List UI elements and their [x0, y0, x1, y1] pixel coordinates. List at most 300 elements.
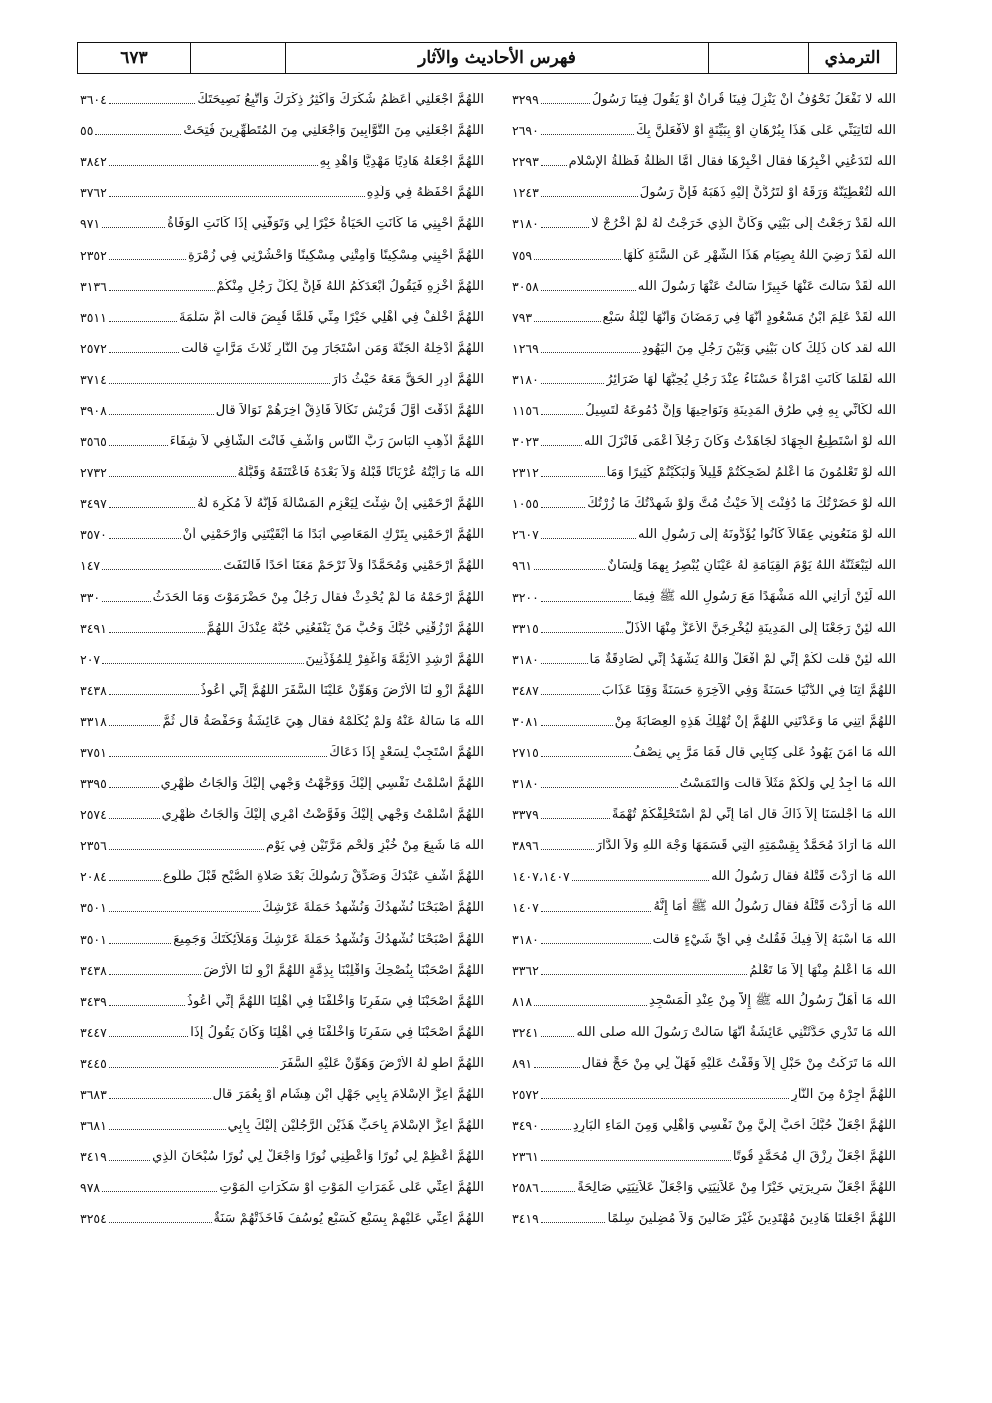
index-entry — [80, 892, 484, 923]
entry-text: اللَّهُمَّ أَعِنِّي عَلَى غَمَرَاتِ الْمَوْتِ أَوْ سَكَرَاتِ الْمَوْتِ — [219, 1180, 484, 1196]
entry-text: اللَّهُمَّ اجْعَلْنِي أُعَظِّمُ شُكْرَكَ وَأُكْثِرُ ذِكْرَكَ وَأَتَّبِعُ نَصِيحَتَكَ — [197, 92, 484, 108]
entry-text: اللَّهُمَّ أَعِنِّي عَلَيْهِمْ بِسَبْعٍ كَسَبْعِ يُوسُفَ فَأَخَذَتْهُمْ سَنَةٌ — [213, 1211, 484, 1227]
hadith-number: ٣٣٧٩ — [512, 807, 539, 823]
leader-dots — [572, 880, 709, 881]
hadith-number: ٣٨٩٦ — [512, 838, 539, 854]
index-entry — [512, 799, 896, 830]
entry-text: اللَّهُمَّ أَدِرِ الْحَقَّ مَعَهُ حَيْثُ دَارَ — [331, 371, 484, 387]
leader-dots — [109, 383, 330, 384]
hadith-number: ٢٧٣٢ — [80, 465, 107, 481]
hadith-number: ٢٥٧٢ — [80, 340, 107, 356]
index-entry — [512, 519, 896, 550]
index-entry — [80, 1017, 484, 1048]
hadith-number: ٣٣٩٥ — [80, 776, 107, 792]
leader-dots — [109, 694, 199, 695]
leader-dots — [534, 569, 605, 570]
page-header — [77, 42, 897, 74]
hadith-number: ٣٤٣٨ — [80, 682, 107, 698]
index-entry — [80, 706, 484, 737]
leader-dots — [541, 134, 634, 135]
index-entry — [80, 613, 484, 644]
hadith-number: ٢٣٦١ — [512, 1149, 539, 1165]
leader-dots — [109, 507, 195, 508]
leader-dots — [541, 1036, 575, 1037]
index-entry — [512, 177, 896, 208]
index-entry — [512, 675, 896, 706]
entry-text: اللَّهُمَّ اجْعَلْنَا هَادِينَ مُهْتَدِينَ غَيْرَ ضَالِّينَ وَلاَ مُضِلِّينَ سِلْمًا — [607, 1211, 896, 1227]
entry-text: اللَّهُمَّ أَرْشِدِ الأَئِمَّةَ وَاغْفِرْ لِلْمُؤَذِّنِينَ — [305, 651, 484, 667]
leader-dots — [541, 1160, 731, 1161]
entry-text: اللَّهُمَّ أَعِزَّ الإِسْلامَ بِأَبِي جَهْلِ ابْنِ هِشَامٍ أَوْ بِعُمَرَ قال — [212, 1087, 484, 1103]
leader-dots — [109, 321, 177, 322]
hadith-number: ٣١٣٦ — [80, 278, 107, 294]
entry-text: الله مَا تَرَكْتُ مِنْ حَبْلٍ إِلاَّ وَقَفْتُ عَلَيْهِ فَهَلْ لِي مِنْ حَجٍّ فقال — [581, 1055, 896, 1071]
leader-dots — [541, 165, 567, 166]
hadith-number: ٣٦٠٤ — [80, 92, 107, 108]
entry-text: اللَّهُمَّ أَسْلَمْتُ نَفْسِي إِلَيْكَ وَوَجَّهْتُ وَجْهِي إِلَيْكَ وَأَلْجَأْتُ ظَهْرِي — [160, 776, 484, 792]
hadith-number: ٩٦١ — [512, 558, 533, 574]
leader-dots — [541, 1098, 790, 1099]
hadith-number: ٣٦٨٣ — [80, 1087, 107, 1103]
leader-dots — [109, 414, 214, 415]
leader-dots — [534, 1005, 647, 1006]
leader-dots — [109, 259, 186, 260]
index-entry — [512, 582, 896, 613]
index-entry — [80, 208, 484, 239]
leader-dots — [534, 259, 621, 260]
hadith-number: ٣٢٠٠ — [512, 589, 539, 605]
index-entry — [80, 799, 484, 830]
index-entry — [512, 1017, 896, 1048]
index-entry — [80, 84, 484, 115]
header-blank-cell — [708, 43, 808, 73]
entry-text: الله لَتُعْطِيَنَّهُ وَرَقَهُ أَوْ لَتَرُدُّنَّ إِلَيْهِ ذَهَبَهُ فَإِنَّ رَسُولَ — [639, 185, 896, 201]
leader-dots — [102, 227, 165, 228]
leader-dots — [541, 725, 613, 726]
index-entry — [80, 1079, 484, 1110]
leader-dots — [541, 290, 636, 291]
index-entry — [512, 986, 896, 1017]
leader-dots — [109, 196, 365, 197]
hadith-number: ٢٢٩٣ — [512, 154, 539, 170]
entry-text: الله مَا أَجِدُ لِي وَلَكُمْ مَثَلاً قالت وَالْتَمَسْتُ — [679, 776, 896, 792]
hadith-number: ٨٩١ — [512, 1055, 533, 1071]
index-entry — [512, 239, 896, 270]
index-entry — [80, 924, 484, 955]
hadith-number: ٢٥٧٤ — [80, 807, 107, 823]
entry-text: الله لَقَدْ عَلِمَ ابْنُ مَسْعُودٍ أَنَّهَا فِي رَمَضَانَ وَأَنَّهَا لَيْلَةُ سَبْعٍ — [602, 309, 896, 325]
hadith-number: ١٤٠٧ — [512, 900, 539, 916]
hadith-number: ٢٣١٢ — [512, 465, 539, 481]
leader-dots — [109, 849, 264, 850]
leader-dots — [541, 196, 638, 197]
index-entry — [80, 1110, 484, 1141]
leader-dots — [534, 321, 600, 322]
hadith-number: ٣٤٣٩ — [80, 993, 107, 1009]
hadith-number: ١٤٠٧،١٤٠٧ — [512, 869, 570, 885]
hadith-number: ٣٨٤٢ — [80, 154, 107, 170]
index-entry — [512, 115, 896, 146]
entry-text: اللَّهُمَّ أَجِرْهُ مِنَ النَّارِ — [791, 1087, 896, 1103]
index-entry — [80, 146, 484, 177]
entry-text: اللَّهُمَّ ازْوِ لَنَا الأَرْضَ وَهَوِّنْ عَلَيْنَا السَّفَرَ اللَّهُمَّ إِنِّي أَعُوذُ — [200, 682, 484, 698]
leader-dots — [109, 1067, 278, 1068]
hadith-number: ٣٢٥٤ — [80, 1211, 107, 1227]
hadith-number: ٣١٨٠ — [512, 931, 539, 947]
entry-text: اللَّهُمَّ أَحْيِنِي مِسْكِينًا وَأَمِتْنِي مِسْكِينًا وَاحْشُرْنِي فِي زُمْرَةِ — [187, 247, 484, 263]
hadith-number: ٣٥٠١ — [80, 900, 107, 916]
entry-text: الله لَقَدْ رَضِيَ اللهُ بِصِيَامِ هَذَا الشَّهْرِ عَنِ السَّنَةِ كُلِّهَا — [623, 247, 896, 263]
hadith-number: ٣٤٩١ — [80, 620, 107, 636]
index-entry — [80, 1203, 484, 1234]
index-entry — [80, 302, 484, 333]
hadith-number: ٣٣١٥ — [512, 620, 539, 636]
hadith-number: ١١٥٦ — [512, 402, 539, 418]
entry-text: الله مَا أَرَدْتَ قَتْلَهُ فقال رَسُولُ الله ﷺ أَمَا إِنَّهُ — [653, 899, 896, 915]
entry-text: اللَّهُمَّ ارْزُقْنِي حُبَّكَ وَحُبَّ مَنْ يَنْفَعُنِي حُبُّهُ عِنْدَكَ اللَّهُمَّ — [206, 620, 484, 636]
leader-dots — [541, 507, 585, 508]
index-entry — [512, 737, 896, 768]
leader-dots — [109, 538, 181, 539]
index-entry — [80, 1141, 484, 1172]
index-entry — [80, 1048, 484, 1079]
index-entry — [512, 426, 896, 457]
hadith-number: ٣٤٩٧ — [80, 496, 107, 512]
entry-text: الله لَقَدْ رَجَعْتُ إِلَى بَيْتِي وَكَأَنَّ الَّذِي خَرَجْتُ لَهُ لَمْ أَخْرُجْ لَا — [591, 216, 896, 232]
hadith-number: ٢٦٩٠ — [512, 123, 539, 139]
leader-dots — [541, 663, 588, 664]
entry-text: الله مَا آمَنَ يَهُودُ عَلَى كِتَابِي قال فَمَا مَرَّ بِي نِصْفُ — [632, 745, 896, 761]
leader-dots — [109, 756, 327, 757]
entry-text: الله لَئِنْ رَجَعْنَا إِلَى الْمَدِينَةِ لَيُخْرِجَنَّ الأَعَزُّ مِنْهَا الأَذَلَّ — [624, 620, 896, 636]
index-entry — [80, 239, 484, 270]
hadith-number: ٣٧١٤ — [80, 371, 107, 387]
leader-dots — [102, 663, 303, 664]
entry-text: الله لَوْ مَنَعُونِي عِقَالاً كَانُوا يُؤَدُّونَهُ إِلَى رَسُولِ الله — [638, 527, 896, 543]
index-entry — [512, 302, 896, 333]
entry-text: الله مَا سَأَلَهُ عَنْهُ وَلَمْ يُكَلِّمْهُ فقال هِيَ عَائِشَةُ وَحَفْصَةُ قال ثُمَّ — [162, 713, 484, 729]
hadith-number: ٣٤٤٥ — [80, 1055, 107, 1071]
hadith-number: ٣٥٧٠ — [80, 527, 107, 543]
entry-text: الله لَتَدَعُنِي أُخْبِرُهَا فقال أُخْبِرْهَا فقال أَمَّا الظُّلَّةُ فَظُلَّةُ الإِسْلامِ — [568, 154, 896, 170]
hadith-number: ٣٩٠٨ — [80, 402, 107, 418]
index-entry — [512, 457, 896, 488]
index-entry — [512, 924, 896, 955]
entry-text: الله لَوْ أَسْتَطِيعُ الْجِهَادَ لَجَاهَدْتُ وَكَانَ رَجُلاً أَعْمَى فَأَنْزَلَ الله — [583, 434, 896, 450]
index-entry — [80, 955, 484, 986]
leader-dots — [109, 165, 318, 166]
entry-text: اللَّهُمَّ اشْفِ عَبْدَكَ وَصَدِّقْ رَسُولَكَ بَعْدَ صَلاةِ الصُّبْحِ قَبْلَ طُلُوعِ — [162, 869, 484, 885]
hadith-number: ٣٠٢٣ — [512, 434, 539, 450]
index-entry — [512, 1048, 896, 1079]
index-title: فهرس الأحاديث والآثار — [285, 43, 708, 73]
index-entry — [512, 1172, 896, 1203]
entry-text: اللَّهُمَّ اجْعَلْ حُبَّكَ أَحَبَّ إِلَيَّ مِنْ نَفْسِي وَأَهْلِي وَمِنَ الْمَاءِ الْبَارِدِ — [572, 1118, 896, 1134]
hadith-number: ٢٣٥٢ — [80, 247, 107, 263]
entry-text: الله لَئِنْ أَرَانِي الله مَشْهَدًا مَعَ رَسُولِ الله ﷺ فِيمَا — [633, 588, 896, 604]
leader-dots — [541, 694, 600, 695]
entry-text: الله مَا أَسْبَهُ إِلاَّ فِيكَ فَقُلْتُ فِي أَيِّ شَيْءٍ قالت — [652, 931, 896, 947]
hadith-number: ٣٤١٩ — [512, 1211, 539, 1227]
index-entry — [512, 550, 896, 581]
hadith-number: ١٢٦٩ — [512, 340, 539, 356]
entry-text: الله مَا أَجْلَسَنَا إِلاَّ ذَاكَ قال أَمَا إِنِّي لَمْ أَسْتَحْلِفْكُمْ تُهْمَةً — [611, 807, 896, 823]
hadith-number: ١٠٥٥ — [512, 496, 539, 512]
index-entry — [512, 892, 896, 923]
book-title: الترمذي — [808, 43, 896, 73]
index-entry — [512, 1141, 896, 1172]
index-entry — [80, 986, 484, 1017]
leader-dots — [541, 849, 594, 850]
index-entry — [512, 644, 896, 675]
entry-text: الله لَوْ تَعْلَمُونَ مَا أَعْلَمُ لَضَحِكْتُمْ قَلِيلاً وَلَبَكَيْتُمْ كَثِيرًا وَمَا — [606, 465, 896, 481]
leader-dots — [109, 725, 161, 726]
entry-text: اللَّهُمَّ أَذْهِبِ الْبَأْسَ رَبَّ النَّاسِ وَاشْفِ فَأَنْتَ الشَّافِي لاَ شِفَاءَ — [169, 434, 484, 450]
hadith-number: ٣٧٦٢ — [80, 185, 107, 201]
entry-text: الله مَا تَدْرِي حَدَّثَتْنِي عَائِشَةُ أَنَّهَا سَأَلَتْ رَسُولَ الله صلى الله — [576, 1024, 896, 1040]
leader-dots — [541, 787, 678, 788]
index-entry — [512, 861, 896, 892]
entry-text: اللَّهُمَّ أَخْزِهِ فَيَقُولُ أَبْعَدَكُمُ اللهُ فَإِنَّ لِكُلِّ رَجُلٍ مِنْكُمْ — [216, 278, 484, 294]
entry-text: الله لَئِنْ قلت لَكُمْ إِنِّي لَمْ أَفْعَلْ وَاللهُ يَشْهَدُ إِنِّي لَصَادِقَةٌ مَا — [589, 651, 896, 667]
hadith-number: ٣١٨٠ — [512, 371, 539, 387]
index-entry — [512, 613, 896, 644]
leader-dots — [109, 943, 171, 944]
index-entry — [80, 550, 484, 581]
entry-text: اللَّهُمَّ أَدْخِلْهُ الْجَنَّةَ وَمَنِ اسْتَجَارَ مِنَ النَّارِ ثَلاثَ مَرَّاتٍ قالت — [181, 340, 484, 356]
leader-dots — [541, 756, 631, 757]
hadith-number: ٣١٨٠ — [512, 776, 539, 792]
index-entry — [80, 768, 484, 799]
hadith-number: ٣٣٠ — [80, 589, 101, 605]
index-entry — [80, 115, 484, 146]
leader-dots — [541, 632, 623, 633]
hadith-number: ٢٣٥٦ — [80, 838, 107, 854]
leader-dots — [109, 1160, 150, 1161]
page-number: ٦٧٣ — [120, 48, 148, 68]
entry-text: اللَّهُمَّ أَسْلَمْتُ وَجْهِي إِلَيْكَ وَفَوَّضْتُ أَمْرِي إِلَيْكَ وَأَلْجَأْتُ ظَهْرِي — [161, 807, 484, 823]
hadith-number: ٩٧١ — [80, 216, 101, 232]
entry-text: الله لقد كان ذَلِكَ كان بَيْنِي وَبَيْنَ رَجُلٍ مِنَ الْيَهُودِ — [641, 340, 896, 356]
index-entry — [80, 271, 484, 302]
leader-dots — [541, 476, 605, 477]
leader-dots — [109, 1222, 212, 1223]
hadith-number: ٢٠٧ — [80, 651, 101, 667]
entry-text: الله لا نَفْعَلُ نَحْوُفُ أَنْ يَنْزِلَ فِينَا قُرآنٌ أَوْ يَقُولَ فِينَا رَسُولُ — [591, 92, 896, 108]
leader-dots — [109, 1036, 188, 1037]
index-entry — [512, 706, 896, 737]
header-blank-cell — [190, 43, 285, 73]
index-entry — [512, 488, 896, 519]
entry-text: الله لَقَدْ سَأَلْتَ عَنْهَا خَبِيرًا سَأَلْتُ عَنْهَا رَسُولَ الله — [637, 278, 896, 294]
index-entry — [80, 364, 484, 395]
leader-dots — [109, 632, 205, 633]
leader-dots — [109, 476, 236, 477]
entry-text: الله لَوْ حَضَرْتُكَ مَا دُفِنْتَ إِلاَّ حَيْثُ مُتَّ وَلَوْ شَهِدْتُكَ مَا زُرْتُكَ — [587, 496, 896, 512]
hadith-number: ٣٣٦٢ — [512, 962, 539, 978]
entry-text: الله مَا رَأَيْتُهُ عُرْيَانًا قَبْلَهُ وَلاَ بَعْدَهُ فَاعْتَنَقَهُ وَقَبَّلَهُ — [237, 465, 484, 481]
index-entry — [80, 395, 484, 426]
index-entry — [80, 644, 484, 675]
leader-dots — [541, 227, 589, 228]
hadith-number: ٣٦٨١ — [80, 1118, 107, 1134]
index-entry — [80, 861, 484, 892]
entry-text: اللَّهُمَّ أَعِزَّ الإِسْلامَ بِأَحَبِّ هَذَيْنِ الرَّجُلَيْنِ إِلَيْكَ بِأَبِي — [227, 1118, 484, 1134]
index-entry — [512, 955, 896, 986]
entry-text: الله مَا أَعْلَمُ مِنْهَا إِلاَّ مَا تَعْلَمُ — [749, 962, 896, 978]
hadith-number: ٣٢٩٩ — [512, 92, 539, 108]
hadith-number: ٣١٨٠ — [512, 651, 539, 667]
hadith-number: ٣٤٨٧ — [512, 682, 539, 698]
entry-text: اللَّهُمَّ اطْوِ لَهُ الأَرْضَ وَهَوِّنْ عَلَيْهِ السَّفَرَ — [279, 1055, 484, 1071]
entry-text: اللَّهُمَّ ارْحَمْهُ مَا لَمْ يُحْدِثْ فقال رَجُلٌ مِنْ حَضْرَمَوْتَ وَمَا الْحَدَثُ — [152, 589, 484, 605]
leader-dots — [109, 787, 159, 788]
leader-dots — [102, 601, 150, 602]
leader-dots — [534, 1067, 579, 1068]
hadith-number: ١٢٤٣ — [512, 185, 539, 201]
hadith-number: ٣٤٩٠ — [512, 1118, 539, 1134]
hadith-number: ٣١٨٠ — [512, 216, 539, 232]
hadith-number: ٧٩٣ — [512, 309, 533, 325]
entry-text: اللَّهُمَّ أَعْظِمْ لِي نُورًا وَأَعْطِنِي نُورًا وَاجْعَلْ لِي نُورًا سُبْحَانَ الَّذِي — [152, 1149, 484, 1165]
index-entry — [80, 737, 484, 768]
leader-dots — [541, 943, 651, 944]
hadith-number: ٢٧١٥ — [512, 745, 539, 761]
leader-dots — [109, 445, 168, 446]
entry-text: اللَّهُمَّ ارْحَمْنِي وَمُحَمَّدًا وَلاَ تَرْحَمْ مَعَنَا أَحَدًا فَالْتَفَتَ — [223, 558, 484, 574]
entry-text: الله لَقَلَّمَا كَانَتِ امْرَأَةٌ حَسْنَاءُ عِنْدَ رَجُلٍ يُحِبُّهَا لَهَا ضَرَائِرُ — [606, 371, 896, 387]
leader-dots — [109, 352, 179, 353]
leader-dots — [109, 290, 215, 291]
entry-text: اللَّهُمَّ ارْحَمْنِي إِنْ شِئْتَ لِيَعْزِمِ الْمَسْأَلَةَ فَإِنَّهُ لاَ مُكْرِهَ لَهُ — [197, 496, 484, 512]
index-entry — [512, 395, 896, 426]
leader-dots — [541, 103, 590, 104]
hadith-number: ٢٠٨٤ — [80, 869, 107, 885]
leader-dots — [109, 911, 260, 912]
index-entry — [512, 830, 896, 861]
entry-text: الله مَا أَهَلَّ رَسُولُ الله ﷺ إِلاَّ مِنْ عِنْدِ الْمَسْجِدِ — [649, 992, 896, 1008]
index-entry — [80, 177, 484, 208]
leader-dots — [109, 818, 160, 819]
leader-dots — [541, 538, 636, 539]
leader-dots — [102, 569, 221, 570]
hadith-number: ٥٥ — [80, 123, 94, 139]
index-columns — [80, 84, 896, 1284]
hadith-number: ٣٤٤٧ — [80, 1024, 107, 1040]
hadith-number: ٣٢٤١ — [512, 1024, 539, 1040]
entry-text: اللَّهُمَّ آتِنِي مَا وَعَدْتَنِي اللَّهُمَّ إِنْ تُهْلِكْ هَذِهِ الْعِصَابَةَ مِنْ — [614, 713, 896, 729]
hadith-number: ١٤٧ — [80, 558, 101, 574]
leader-dots — [109, 103, 196, 104]
leader-dots — [109, 1005, 185, 1006]
index-entry — [80, 830, 484, 861]
index-entry — [512, 1079, 896, 1110]
hadith-number: ٢٦٠٧ — [512, 527, 539, 543]
index-entry — [80, 675, 484, 706]
entry-text: اللَّهُمَّ أَصْبَحْنَا نُشْهِدُكَ وَنُشْهِدُ حَمَلَةَ عَرْشِكَ — [262, 900, 484, 916]
hadith-number: ٣٠٨١ — [512, 713, 539, 729]
hadith-number: ٣٣١٨ — [80, 713, 107, 729]
hadith-number: ٣٤٣٨ — [80, 962, 107, 978]
leader-dots — [541, 1129, 571, 1130]
entry-text: اللَّهُمَّ اصْحَبْنَا فِي سَفَرِنَا وَاخْلُفْنَا فِي أَهْلِنَا وَكَانَ يَقُولُ إِذَا — [190, 1024, 484, 1040]
index-entry — [512, 208, 896, 239]
entry-text: اللَّهُمَّ اجْعَلْ رِزْقَ آلِ مُحَمَّدٍ قُوتًا — [732, 1149, 896, 1165]
leader-dots — [541, 445, 582, 446]
leader-dots — [541, 974, 748, 975]
index-entry — [512, 1203, 896, 1234]
index-entry — [512, 84, 896, 115]
index-entry — [80, 488, 484, 519]
leader-dots — [541, 1191, 575, 1192]
index-entry — [512, 1110, 896, 1141]
leader-dots — [541, 601, 631, 602]
leader-dots — [541, 818, 610, 819]
entry-text: الله لَكَأَنِّي بِهِ فِي طُرُقِ الْمَدِينَةِ وَنَوَاحِيهَا وَإِنَّ دُمُوعَهُ لَتَسِيلُ — [585, 402, 896, 418]
index-entry — [80, 582, 484, 613]
leader-dots — [109, 974, 201, 975]
hadith-number: ٣٥٠١ — [80, 931, 107, 947]
entry-text: اللَّهُمَّ اخْلُفْ فِي أَهْلِي خَيْرًا مِنِّي فَلَمَّا قُبِضَ قالت أُمُّ سَلَمَةَ — [178, 309, 484, 325]
entry-text: اللَّهُمَّ اسْتَجِبْ لِسَعْدٍ إِذَا دَعَاكَ — [329, 745, 484, 761]
index-entry — [80, 333, 484, 364]
entry-text: اللَّهُمَّ اصْحَبْنَا فِي سَفَرِنَا وَاخْلُفْنَا فِي أَهْلِنَا اللَّهُمَّ إِنِّي أَعُوذُ — [187, 993, 484, 1009]
entry-text: الله مَا شَبِعَ مِنْ خُبْزٍ وَلَحْمٍ مَرَّتَيْنِ فِي يَوْمٍ — [266, 838, 484, 854]
leader-dots — [102, 1191, 217, 1192]
index-entry — [512, 333, 896, 364]
index-entry — [80, 457, 484, 488]
index-entry — [80, 1172, 484, 1203]
entry-text: الله لَيَبْعَثَنَّهُ اللهُ يَوْمَ الْقِيَامَةِ لَهُ عَيْنَانِ يُبْصِرُ بِهِمَا وَلِسَانٌ — [607, 558, 896, 574]
leader-dots — [109, 1129, 226, 1130]
entry-text: اللَّهُمَّ اجْعَلْهُ هَادِيًا مَهْدِيًّا وَاهْدِ بِهِ — [319, 154, 484, 170]
hadith-number: ٢٥٨٦ — [512, 1180, 539, 1196]
entry-text: اللَّهُمَّ آتِنَا فِي الدُّنْيَا حَسَنَةً وَفِي الآخِرَةِ حَسَنَةً وَقِنَا عَذَابَ — [601, 682, 896, 698]
left-column — [80, 84, 488, 1284]
entry-text: اللَّهُمَّ أَذَقْتَ أَوَّلَ قُرَيْشٍ نَكَالاً فَأَذِقْ آخِرَهُمْ نَوَالاً قال — [215, 402, 484, 418]
leader-dots — [541, 1222, 606, 1223]
hadith-number: ٩٧٨ — [80, 1180, 101, 1196]
hadith-number: ٣٧٥١ — [80, 745, 107, 761]
hadith-number: ٨١٨ — [512, 993, 533, 1009]
hadith-number: ٢٥٧٢ — [512, 1087, 539, 1103]
entry-text: اللَّهُمَّ احْفَظْهُ فِي وَلَدِهِ — [366, 185, 484, 201]
leader-dots — [95, 134, 181, 135]
entry-text: اللَّهُمَّ أَصْبَحْنَا نُشْهِدُكَ وَنُشْهِدُ حَمَلَةَ عَرْشِكَ وَمَلاَئِكَتَكَ وَجَمِيعَ — [173, 931, 484, 947]
entry-text: الله مَا أَرَدْتَ قَتْلَهُ فقال رَسُولُ الله — [711, 869, 896, 885]
entry-text: الله لَتَأْتِيَنِّي عَلَى هَذَا بِبُرْهَانٍ أَوْ بِبَيِّنَةٍ أَوْ لأَفْعَلَنَّ بِكَ — [636, 123, 896, 139]
entry-text: اللَّهُمَّ اجْعَلْنِي مِنَ التَّوَّابِينَ وَاجْعَلْنِي مِنَ الْمُتَطَهِّرِينَ فُتِحَتْ — [183, 123, 484, 139]
leader-dots — [541, 911, 652, 912]
index-entry — [512, 271, 896, 302]
entry-text: اللَّهُمَّ اصْحَبْنَا بِنُصْحِكَ وَاقْلِبْنَا بِذِمَّةٍ اللَّهُمَّ ازْوِ لَنَا الأَرْضَ — [203, 962, 484, 978]
leader-dots — [541, 352, 640, 353]
index-entry — [512, 364, 896, 395]
entry-text: اللَّهُمَّ اجْعَلْ سَرِيرَتِي خَيْرًا مِنْ عَلاَنِيَتِي وَاجْعَلْ عَلاَنِيَتِي صَالِحَةً — [577, 1180, 896, 1196]
index-entry — [80, 519, 484, 550]
index-entry — [80, 426, 484, 457]
hadith-number: ٣٥٦٥ — [80, 434, 107, 450]
entry-text: اللَّهُمَّ ارْحَمْنِي بِتَرْكِ الْمَعَاصِي أَبَدًا مَا أَبْقَيْتَنِي وَارْحَمْنِي أَنْ — [182, 527, 484, 543]
hadith-number: ٣٠٥٨ — [512, 278, 539, 294]
hadith-number: ٧٥٩ — [512, 247, 533, 263]
entry-text: الله مَا أَرَادَ مُحَمَّدٌ بِقِسْمَتِهِ الَّتِي قَسَمَهَا وَجْهَ اللهِ وَلاَ الدَّارَ — [595, 838, 896, 854]
entry-text: اللَّهُمَّ أَحْيِنِي مَا كَانَتِ الْحَيَاةُ خَيْرًا لِي وَتَوَفَّنِي إِذَا كَانَتِ الْوَفَاةُ — [167, 216, 484, 232]
hadith-number: ٣٥١١ — [80, 309, 107, 325]
leader-dots — [109, 880, 161, 881]
right-column — [488, 84, 896, 1284]
hadith-number: ٣٤١٩ — [80, 1149, 107, 1165]
